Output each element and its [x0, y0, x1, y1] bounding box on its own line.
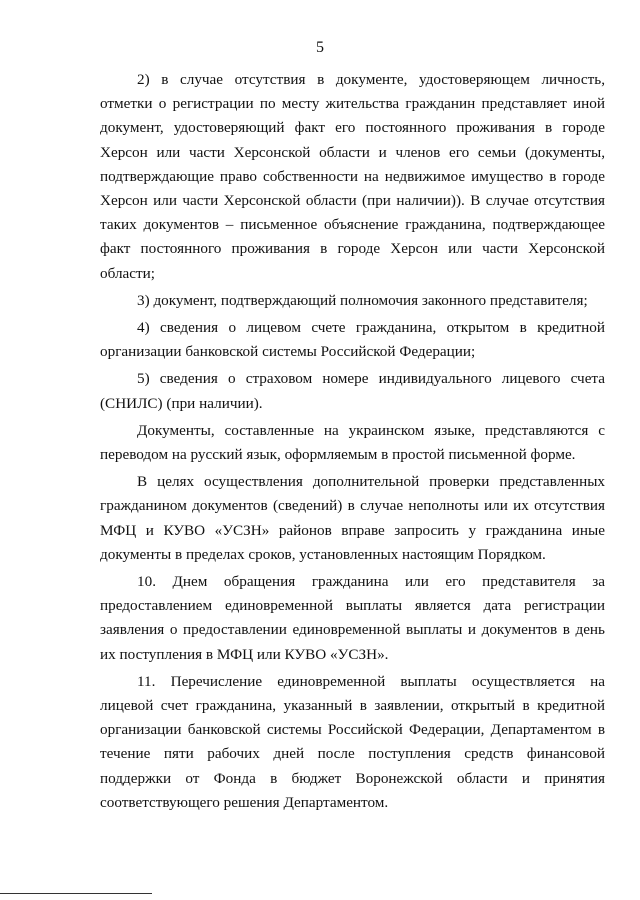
footnote-divider [0, 893, 152, 894]
paragraph-10: 10. Днем обращения гражданина или его представителя за предоставлением единовременной выплаты является дата регистрации заявления о предоставлении единовременной выплаты и документов в день их поступления в МФЦ или КУВО «УСЗН». [100, 573, 605, 663]
paragraph-11: 11. Перечисление единовременной выплаты осуществляется на лицевой счет гражданина, указанный в заявлении, открытый в кредитной организации банковской системы Российской Федерации, Департаментом в течение пяти рабочих дней после поступления средств финансовой поддержки от Фонда в бюджет Воронежской области и принятия соответствующего решения Департаментом. [100, 672, 605, 811]
paragraph-additional-check: В целях осуществления дополнительной проверки представленных гражданином документов (сведений) в случае неполноты или их отсутствия МФЦ и КУВО «УСЗН» районов вправе запросить у гражданина иные документы в пределах сроков, установленных настоящим Порядком. [100, 473, 605, 563]
document-body [100, 68, 605, 815]
paragraph-item-4: 4) сведения о лицевом счете гражданина, открытом в кредитной организации банковской системы Российской Федерации; [100, 319, 605, 361]
paragraph-item-2: 2) в случае отсутствия в документе, удостоверяющем личность, отметки о регистрации по месту жительства гражданин представляет иной документ, удостоверяющий факт его постоянного проживания в городе Херсон или части Херсонской области и членов его семьи (документы, подтверждающие право собственности на недвижимое имущество в городе Херсон или части Херсонской области (при наличии)). В случае отсутствия таких документов – письменное объяснение гражданина, подтверждающее факт постоянного проживания в городе Херсон или части Херсонской области; [100, 71, 605, 282]
page-number: 5 [316, 39, 324, 56]
paragraph-item-3: 3) документ, подтверждающий полномочия законного представителя; [137, 291, 588, 309]
paragraph-item-5: 5) сведения о страховом номере индивидуального лицевого счета (СНИЛС) (при наличии). [100, 370, 605, 412]
paragraph-ukrainian-documents: Документы, составленные на украинском языке, представляются с переводом на русский язык, оформляемым в простой письменной форме. [100, 421, 605, 464]
